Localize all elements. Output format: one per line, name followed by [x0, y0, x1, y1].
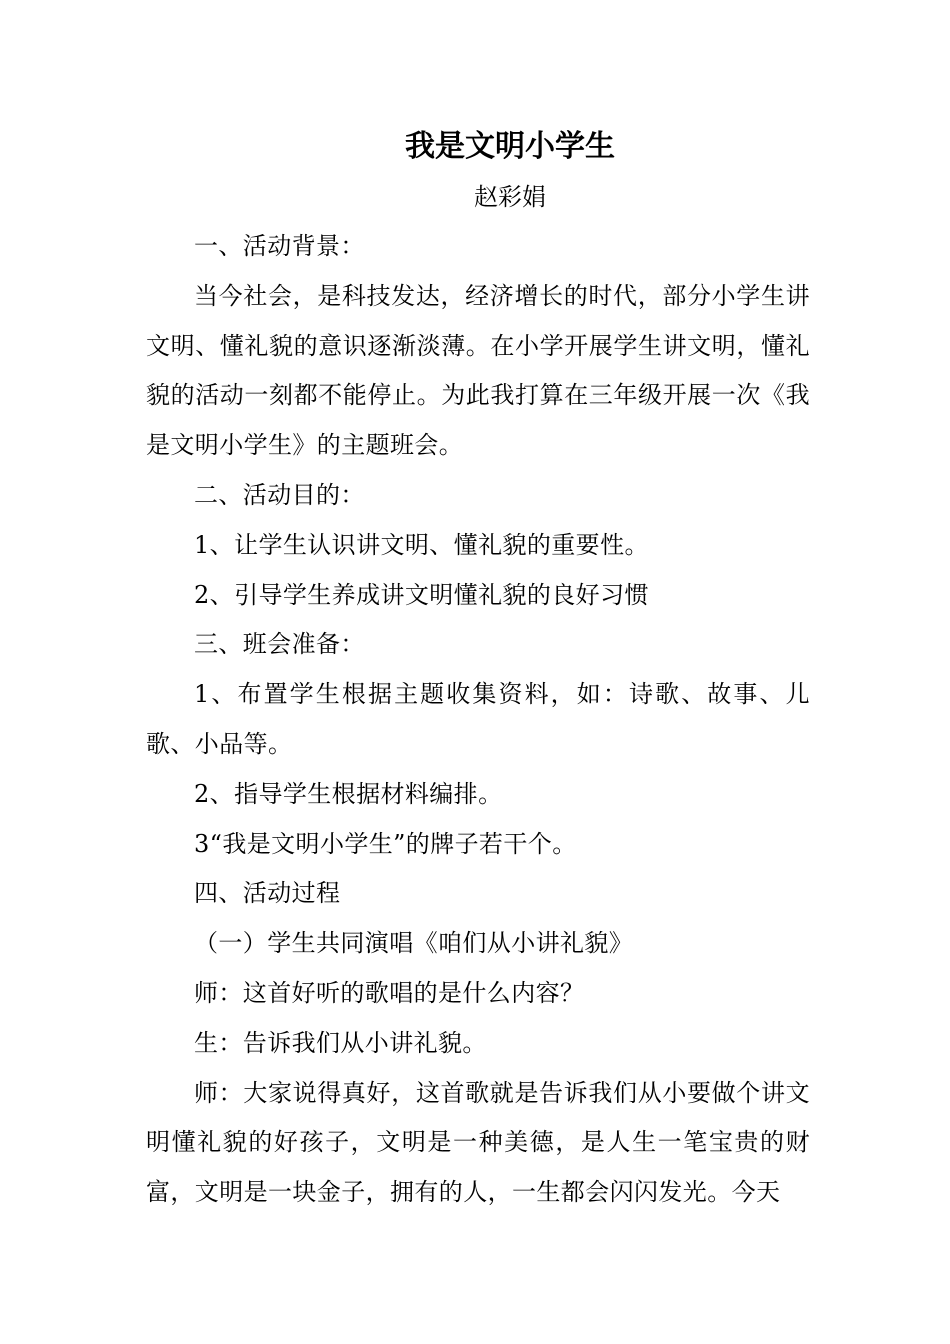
- section-heading-preparation: 三、班会准备：: [194, 630, 365, 659]
- subsection-heading-1: （一）学生共同演唱《咱们从小讲礼貌》: [194, 929, 634, 958]
- list-item-goal-2: 2、引导学生养成讲文明懂礼貌的良好习惯: [194, 580, 649, 609]
- section-heading-goals: 二、活动目的：: [194, 480, 365, 509]
- section-heading-process: 四、活动过程: [194, 879, 341, 908]
- document-author: 赵彩娟: [474, 183, 546, 211]
- dialogue-line: 生：告诉我们从小讲礼貌。: [194, 1028, 487, 1057]
- list-item-prep-3: 3“我是文明小学生”的牌子若干个。: [194, 829, 577, 858]
- dialogue-line: 师：这首好听的歌唱的是什么内容？: [194, 978, 585, 1007]
- list-item-prep-2: 2、指导学生根据材料编排。: [194, 779, 503, 808]
- list-item-prep-1: 1、布置学生根据主题收集资料，如：诗歌、故事、儿歌、小品等。: [146, 680, 810, 758]
- document-title: 我是文明小学生: [405, 129, 615, 164]
- list-item-goal-1: 1、让学生认识讲文明、懂礼貌的重要性。: [194, 530, 649, 559]
- dialogue-line: 师：大家说得真好，这首歌就是告诉我们从小要做个讲文明懂礼貌的好孩子，文明是一种美德，是人生一笔宝贵的财富，文明是一块金子，拥有的人，一生都会闪闪发光。今天: [146, 1078, 810, 1207]
- paragraph-background: 当今社会，是科技发达，经济增长的时代，部分小学生讲文明、懂礼貌的意识逐渐淡薄。在小学开展学生讲文明，懂礼貌的活动一刻都不能停止。为此我打算在三年级开展一次《我是文明小学生》的主题班会。: [146, 281, 810, 460]
- section-heading-background: 一、活动背景：: [194, 232, 365, 260]
- document-page: [146, 122, 810, 1218]
